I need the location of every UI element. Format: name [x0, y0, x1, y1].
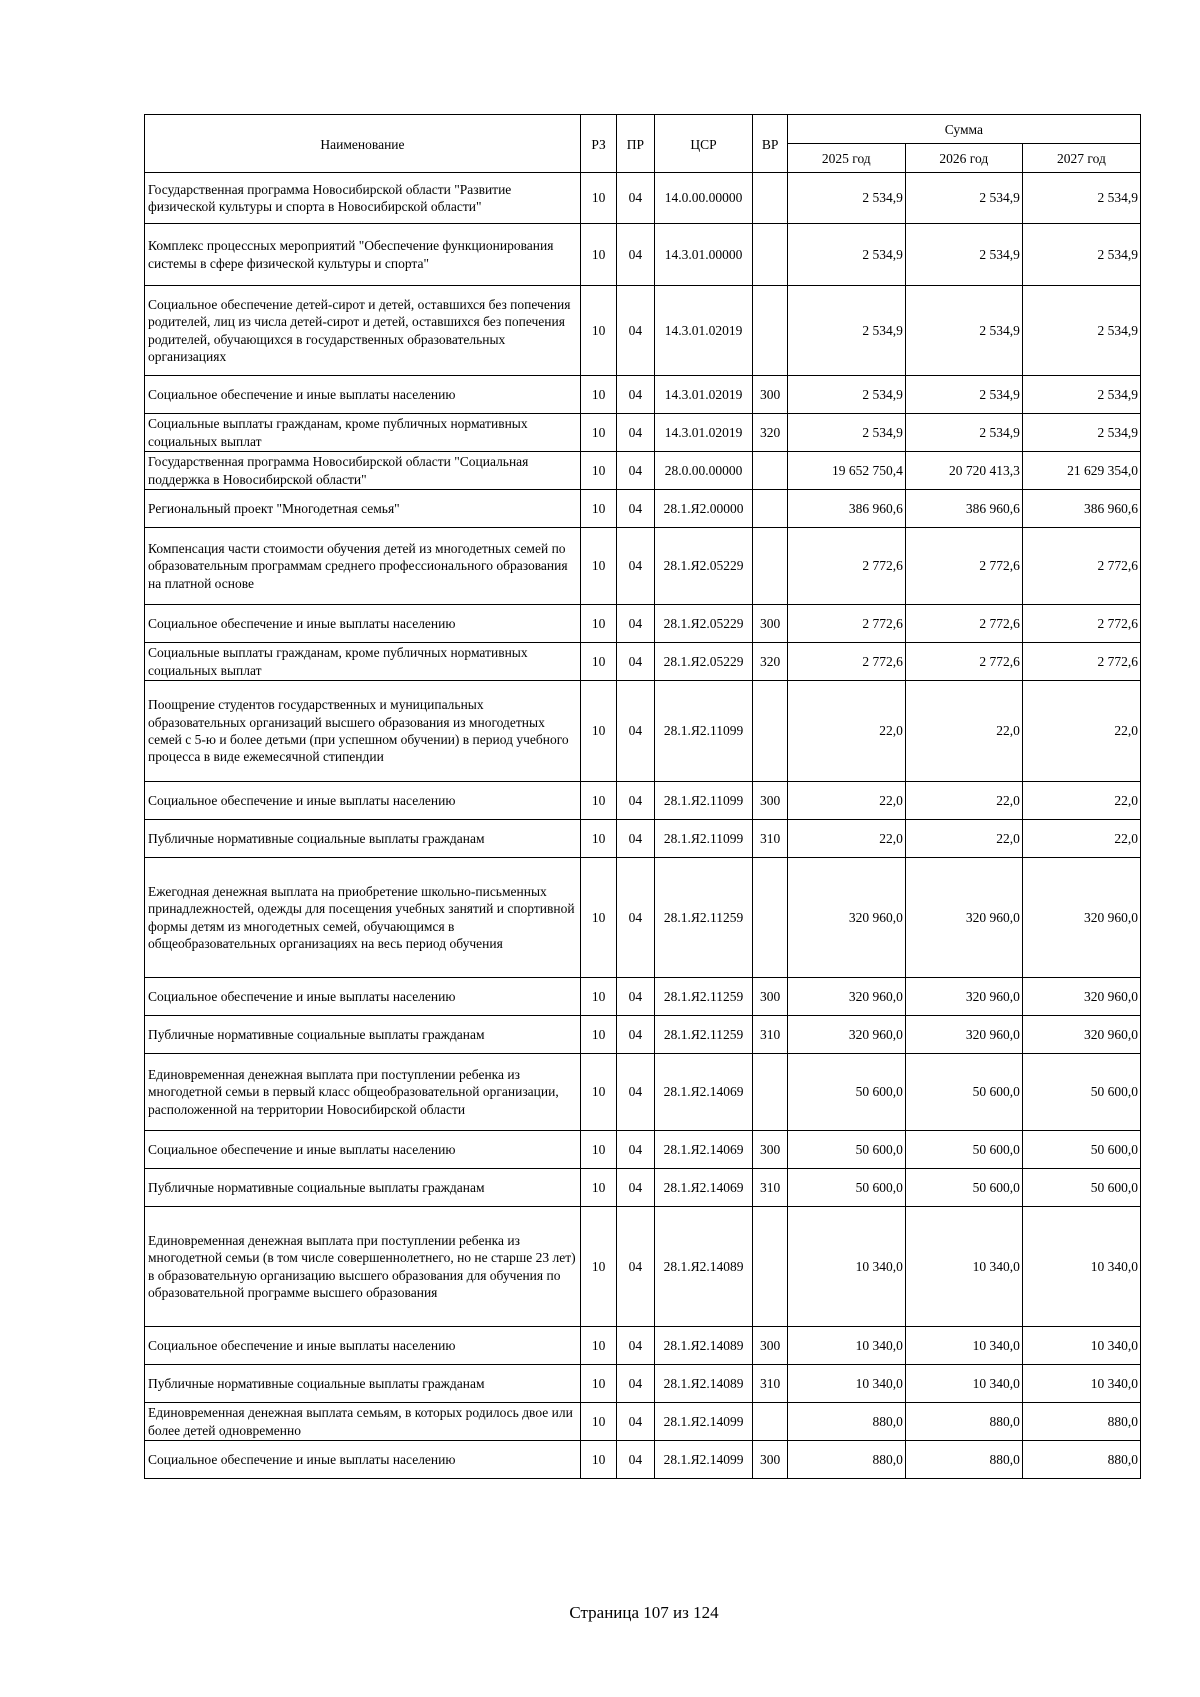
row-sum-2027: 22,0 — [1022, 681, 1140, 782]
row-vr — [753, 452, 787, 490]
row-vr: 300 — [753, 605, 787, 643]
row-rz: 10 — [580, 681, 616, 782]
table-row — [145, 1327, 1141, 1365]
row-sum-2026: 10 340,0 — [905, 1327, 1022, 1365]
table-row — [145, 858, 1141, 978]
header-year-2025: 2025 год — [787, 144, 905, 173]
header-rz: РЗ — [580, 115, 616, 173]
row-sum-2027: 880,0 — [1022, 1403, 1140, 1441]
row-rz: 10 — [580, 1365, 616, 1403]
row-rz: 10 — [580, 376, 616, 414]
row-pr: 04 — [617, 173, 654, 224]
row-pr: 04 — [617, 1441, 654, 1479]
row-pr: 04 — [617, 286, 654, 376]
row-csr: 14.3.01.02019 — [654, 414, 753, 452]
row-sum-2027: 2 772,6 — [1022, 605, 1140, 643]
row-vr — [753, 173, 787, 224]
row-pr: 04 — [617, 1365, 654, 1403]
header-name: Наименование — [145, 115, 581, 173]
row-sum-2026: 10 340,0 — [905, 1365, 1022, 1403]
row-sum-2026: 2 772,6 — [905, 605, 1022, 643]
row-rz: 10 — [580, 452, 616, 490]
row-sum-2025: 10 340,0 — [787, 1365, 905, 1403]
row-sum-2025: 22,0 — [787, 681, 905, 782]
row-pr: 04 — [617, 452, 654, 490]
row-csr: 14.3.01.00000 — [654, 224, 753, 286]
row-rz: 10 — [580, 414, 616, 452]
row-vr — [753, 490, 787, 528]
row-vr: 300 — [753, 978, 787, 1016]
row-sum-2025: 50 600,0 — [787, 1169, 905, 1207]
row-name: Компенсация части стоимости обучения детей из многодетных семей по образовательным программам среднего профессионального образования на платной основе — [145, 528, 581, 605]
table-row — [145, 1441, 1141, 1479]
row-name: Комплекс процессных мероприятий "Обеспечение функционирования системы в сфере физической культуры и спорта" — [145, 224, 581, 286]
row-csr: 14.3.01.02019 — [654, 376, 753, 414]
table-row — [145, 681, 1141, 782]
row-rz: 10 — [580, 1054, 616, 1131]
row-vr: 300 — [753, 1131, 787, 1169]
row-vr: 300 — [753, 782, 787, 820]
row-name: Единовременная денежная выплата при поступлении ребенка из многодетной семьи в первый класс общеобразовательной организации, расположенной на территории Новосибирской области — [145, 1054, 581, 1131]
row-pr: 04 — [617, 605, 654, 643]
row-vr: 320 — [753, 643, 787, 681]
row-sum-2026: 2 534,9 — [905, 414, 1022, 452]
row-sum-2025: 22,0 — [787, 782, 905, 820]
row-sum-2026: 50 600,0 — [905, 1131, 1022, 1169]
row-pr: 04 — [617, 1054, 654, 1131]
row-vr: 310 — [753, 1016, 787, 1054]
row-sum-2027: 2 534,9 — [1022, 173, 1140, 224]
table-row — [145, 528, 1141, 605]
row-pr: 04 — [617, 820, 654, 858]
row-sum-2026: 2 534,9 — [905, 224, 1022, 286]
row-sum-2027: 50 600,0 — [1022, 1131, 1140, 1169]
row-rz: 10 — [580, 1441, 616, 1479]
row-name: Единовременная денежная выплата при поступлении ребенка из многодетной семьи (в том числе совершеннолетнего, но не старше 23 лет) в образовательную организацию высшего образования для обучения по образовательной программе высшего образования — [145, 1207, 581, 1327]
row-name: Публичные нормативные социальные выплаты гражданам — [145, 1169, 581, 1207]
budget-table — [144, 114, 1141, 1479]
row-name: Поощрение студентов государственных и муниципальных образовательных организаций высшего образования из многодетных семей с 5-ю и более детьми (при успешном обучении) в период учебного процесса в виде ежемесячной стипендии — [145, 681, 581, 782]
row-pr: 04 — [617, 681, 654, 782]
row-csr: 28.1.Я2.14069 — [654, 1169, 753, 1207]
table-row — [145, 452, 1141, 490]
row-pr: 04 — [617, 1207, 654, 1327]
row-sum-2025: 2 534,9 — [787, 286, 905, 376]
row-rz: 10 — [580, 820, 616, 858]
row-pr: 04 — [617, 414, 654, 452]
row-csr: 28.1.Я2.11099 — [654, 681, 753, 782]
row-sum-2026: 20 720 413,3 — [905, 452, 1022, 490]
row-vr — [753, 286, 787, 376]
row-sum-2025: 2 772,6 — [787, 605, 905, 643]
header-year-2026: 2026 год — [905, 144, 1022, 173]
row-sum-2026: 22,0 — [905, 782, 1022, 820]
row-pr: 04 — [617, 224, 654, 286]
row-vr — [753, 1207, 787, 1327]
row-sum-2025: 386 960,6 — [787, 490, 905, 528]
row-pr: 04 — [617, 782, 654, 820]
row-sum-2025: 19 652 750,4 — [787, 452, 905, 490]
row-sum-2026: 2 534,9 — [905, 376, 1022, 414]
row-sum-2027: 22,0 — [1022, 782, 1140, 820]
row-sum-2026: 320 960,0 — [905, 858, 1022, 978]
row-vr: 310 — [753, 820, 787, 858]
row-vr — [753, 1403, 787, 1441]
row-name: Социальное обеспечение и иные выплаты населению — [145, 1131, 581, 1169]
row-sum-2027: 10 340,0 — [1022, 1327, 1140, 1365]
row-csr: 28.1.Я2.00000 — [654, 490, 753, 528]
row-rz: 10 — [580, 1016, 616, 1054]
row-sum-2025: 880,0 — [787, 1403, 905, 1441]
header-pr: ПР — [617, 115, 654, 173]
row-vr: 310 — [753, 1169, 787, 1207]
row-sum-2025: 320 960,0 — [787, 858, 905, 978]
row-sum-2026: 22,0 — [905, 820, 1022, 858]
page-number: Страница 107 из 124 — [569, 1603, 719, 1622]
row-rz: 10 — [580, 286, 616, 376]
table-row — [145, 978, 1141, 1016]
row-csr: 28.1.Я2.05229 — [654, 528, 753, 605]
row-pr: 04 — [617, 858, 654, 978]
row-rz: 10 — [580, 643, 616, 681]
row-pr: 04 — [617, 528, 654, 605]
table-row — [145, 605, 1141, 643]
row-sum-2027: 386 960,6 — [1022, 490, 1140, 528]
row-sum-2026: 880,0 — [905, 1441, 1022, 1479]
row-sum-2026: 2 772,6 — [905, 528, 1022, 605]
table-row — [145, 1207, 1141, 1327]
row-sum-2025: 10 340,0 — [787, 1207, 905, 1327]
row-sum-2026: 2 534,9 — [905, 173, 1022, 224]
row-sum-2026: 10 340,0 — [905, 1207, 1022, 1327]
table-row — [145, 820, 1141, 858]
row-pr: 04 — [617, 1327, 654, 1365]
row-csr: 14.0.00.00000 — [654, 173, 753, 224]
row-name: Публичные нормативные социальные выплаты гражданам — [145, 820, 581, 858]
row-pr: 04 — [617, 1403, 654, 1441]
row-sum-2026: 2 534,9 — [905, 286, 1022, 376]
row-csr: 28.1.Я2.11259 — [654, 1016, 753, 1054]
row-rz: 10 — [580, 605, 616, 643]
table-row — [145, 490, 1141, 528]
row-name: Публичные нормативные социальные выплаты гражданам — [145, 1016, 581, 1054]
row-csr: 28.1.Я2.11099 — [654, 782, 753, 820]
row-name: Социальное обеспечение и иные выплаты населению — [145, 376, 581, 414]
table-row — [145, 1403, 1141, 1441]
row-vr — [753, 858, 787, 978]
row-name: Единовременная денежная выплата семьям, в которых родилось двое или более детей одновременно — [145, 1403, 581, 1441]
row-sum-2027: 22,0 — [1022, 820, 1140, 858]
table-row — [145, 1016, 1141, 1054]
row-csr: 28.1.Я2.05229 — [654, 643, 753, 681]
row-name: Социальное обеспечение и иные выплаты населению — [145, 978, 581, 1016]
table-row — [145, 1169, 1141, 1207]
row-csr: 28.0.00.00000 — [654, 452, 753, 490]
table-body — [145, 173, 1141, 1479]
row-sum-2026: 320 960,0 — [905, 1016, 1022, 1054]
table-row — [145, 173, 1141, 224]
row-vr — [753, 1054, 787, 1131]
row-name: Социальное обеспечение и иные выплаты населению — [145, 605, 581, 643]
row-rz: 10 — [580, 224, 616, 286]
row-pr: 04 — [617, 1131, 654, 1169]
row-csr: 28.1.Я2.14089 — [654, 1365, 753, 1403]
row-name: Социальное обеспечение и иные выплаты населению — [145, 1441, 581, 1479]
row-vr: 310 — [753, 1365, 787, 1403]
row-sum-2027: 2 772,6 — [1022, 643, 1140, 681]
row-sum-2025: 2 772,6 — [787, 643, 905, 681]
row-csr: 28.1.Я2.14089 — [654, 1207, 753, 1327]
row-vr — [753, 528, 787, 605]
row-sum-2025: 50 600,0 — [787, 1054, 905, 1131]
row-sum-2026: 880,0 — [905, 1403, 1022, 1441]
header-vr: ВР — [753, 115, 787, 173]
table-row — [145, 1054, 1141, 1131]
row-sum-2027: 2 534,9 — [1022, 414, 1140, 452]
row-csr: 28.1.Я2.11259 — [654, 978, 753, 1016]
row-sum-2026: 50 600,0 — [905, 1169, 1022, 1207]
row-sum-2025: 2 534,9 — [787, 224, 905, 286]
row-name: Публичные нормативные социальные выплаты гражданам — [145, 1365, 581, 1403]
row-sum-2025: 320 960,0 — [787, 978, 905, 1016]
row-rz: 10 — [580, 528, 616, 605]
table-row — [145, 1365, 1141, 1403]
row-csr: 28.1.Я2.14069 — [654, 1054, 753, 1131]
row-rz: 10 — [580, 858, 616, 978]
row-vr — [753, 224, 787, 286]
row-csr: 28.1.Я2.05229 — [654, 605, 753, 643]
row-pr: 04 — [617, 643, 654, 681]
row-sum-2027: 2 534,9 — [1022, 224, 1140, 286]
table-row — [145, 224, 1141, 286]
row-sum-2027: 880,0 — [1022, 1441, 1140, 1479]
row-sum-2027: 50 600,0 — [1022, 1054, 1140, 1131]
row-rz: 10 — [580, 1327, 616, 1365]
row-pr: 04 — [617, 978, 654, 1016]
row-name: Ежегодная денежная выплата на приобретение школьно-письменных принадлежностей, одежды для посещения учебных занятий и спортивной формы детям из многодетных семей, обучающимся в общеобразовательных организациях на весь период обучения — [145, 858, 581, 978]
row-name: Региональный проект "Многодетная семья" — [145, 490, 581, 528]
row-csr: 28.1.Я2.11099 — [654, 820, 753, 858]
row-vr: 300 — [753, 1441, 787, 1479]
row-sum-2027: 320 960,0 — [1022, 978, 1140, 1016]
row-vr: 300 — [753, 1327, 787, 1365]
row-name: Государственная программа Новосибирской области "Социальная поддержка в Новосибирской области" — [145, 452, 581, 490]
row-csr: 28.1.Я2.14069 — [654, 1131, 753, 1169]
row-sum-2026: 22,0 — [905, 681, 1022, 782]
row-name: Социальное обеспечение детей-сирот и детей, оставшихся без попечения родителей, лиц из числа детей-сирот и детей, оставшихся без попечения родителей, обучающихся в государственных образовательных организациях — [145, 286, 581, 376]
row-csr: 28.1.Я2.14089 — [654, 1327, 753, 1365]
row-sum-2025: 2 534,9 — [787, 173, 905, 224]
row-sum-2025: 880,0 — [787, 1441, 905, 1479]
header-year-2027: 2027 год — [1022, 144, 1140, 173]
row-sum-2026: 386 960,6 — [905, 490, 1022, 528]
table-row — [145, 286, 1141, 376]
row-rz: 10 — [580, 1207, 616, 1327]
row-pr: 04 — [617, 1169, 654, 1207]
header-csr: ЦСР — [654, 115, 753, 173]
row-sum-2027: 50 600,0 — [1022, 1169, 1140, 1207]
row-rz: 10 — [580, 490, 616, 528]
row-sum-2027: 2 772,6 — [1022, 528, 1140, 605]
row-name: Социальное обеспечение и иные выплаты населению — [145, 782, 581, 820]
row-csr: 14.3.01.02019 — [654, 286, 753, 376]
row-csr: 28.1.Я2.14099 — [654, 1441, 753, 1479]
row-sum-2025: 2 534,9 — [787, 414, 905, 452]
row-vr: 320 — [753, 414, 787, 452]
row-sum-2025: 50 600,0 — [787, 1131, 905, 1169]
row-sum-2025: 2 772,6 — [787, 528, 905, 605]
table-row — [145, 782, 1141, 820]
row-rz: 10 — [580, 1403, 616, 1441]
row-sum-2027: 320 960,0 — [1022, 1016, 1140, 1054]
row-sum-2027: 10 340,0 — [1022, 1207, 1140, 1327]
row-pr: 04 — [617, 376, 654, 414]
row-sum-2027: 10 340,0 — [1022, 1365, 1140, 1403]
row-rz: 10 — [580, 978, 616, 1016]
row-sum-2027: 2 534,9 — [1022, 376, 1140, 414]
row-rz: 10 — [580, 173, 616, 224]
row-csr: 28.1.Я2.14099 — [654, 1403, 753, 1441]
row-sum-2025: 10 340,0 — [787, 1327, 905, 1365]
row-vr — [753, 681, 787, 782]
row-sum-2026: 2 772,6 — [905, 643, 1022, 681]
table-row — [145, 376, 1141, 414]
row-sum-2025: 22,0 — [787, 820, 905, 858]
row-sum-2027: 21 629 354,0 — [1022, 452, 1140, 490]
header-sum: Сумма — [787, 115, 1140, 144]
row-name: Социальные выплаты гражданам, кроме публичных нормативных социальных выплат — [145, 643, 581, 681]
row-csr: 28.1.Я2.11259 — [654, 858, 753, 978]
row-name: Социальное обеспечение и иные выплаты населению — [145, 1327, 581, 1365]
row-sum-2027: 320 960,0 — [1022, 858, 1140, 978]
table-row — [145, 414, 1141, 452]
row-sum-2026: 50 600,0 — [905, 1054, 1022, 1131]
row-rz: 10 — [580, 1169, 616, 1207]
row-name: Государственная программа Новосибирской области "Развитие физической культуры и спорта в Новосибирской области" — [145, 173, 581, 224]
row-rz: 10 — [580, 1131, 616, 1169]
row-pr: 04 — [617, 490, 654, 528]
row-sum-2025: 2 534,9 — [787, 376, 905, 414]
row-rz: 10 — [580, 782, 616, 820]
row-pr: 04 — [617, 1016, 654, 1054]
row-sum-2027: 2 534,9 — [1022, 286, 1140, 376]
row-sum-2025: 320 960,0 — [787, 1016, 905, 1054]
table-row — [145, 643, 1141, 681]
table-row — [145, 1131, 1141, 1169]
row-sum-2026: 320 960,0 — [905, 978, 1022, 1016]
row-vr: 300 — [753, 376, 787, 414]
row-name: Социальные выплаты гражданам, кроме публичных нормативных социальных выплат — [145, 414, 581, 452]
